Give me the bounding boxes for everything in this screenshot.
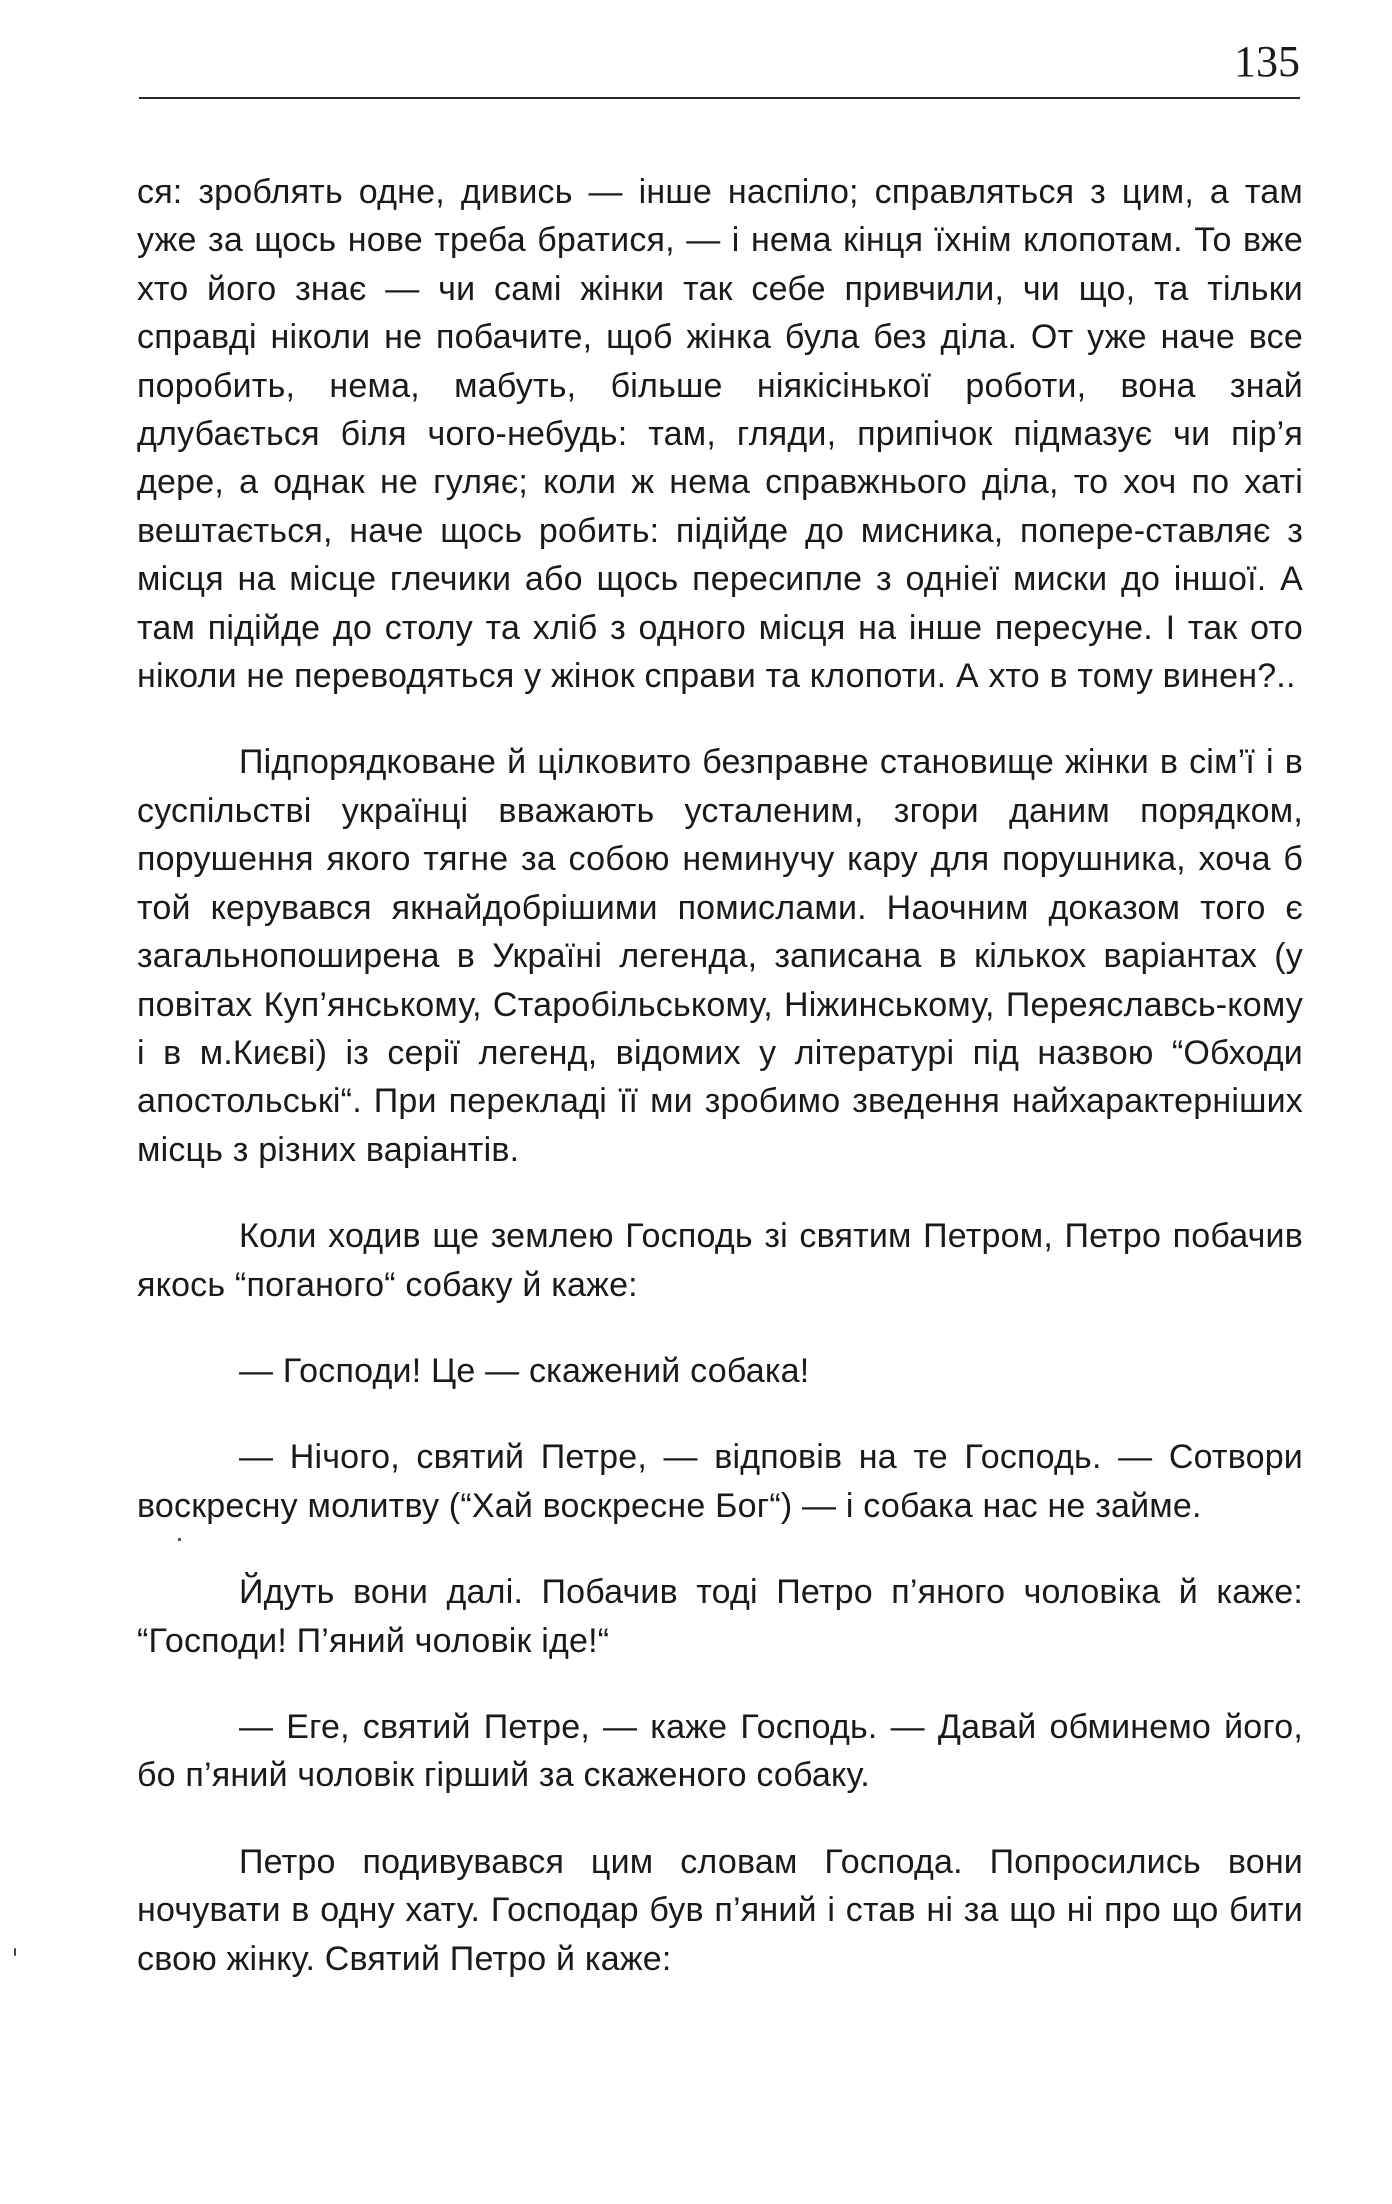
- paragraph-legend-start: Коли ходив ще землею Господь зі святим Петром, Петро побачив якось “поганого“ собаку й каже:: [137, 1217, 1303, 1304]
- scan-speck: [178, 1538, 181, 1541]
- paragraph-narration: Петро подивувався цим словам Господа. Попросились вони ночувати в одну хату. Господар був п’яний і став ні за що ні про що бити свою жінку. Святий Петро й каже:: [137, 1842, 1303, 1978]
- body-text: [137, 168, 1303, 2021]
- header-rule: [139, 97, 1300, 99]
- scan-speck: [14, 1948, 16, 1956]
- page-number: 135: [1234, 37, 1300, 86]
- dialogue-line: — Еге, святий Петре, — каже Господь. — Давай обминемо його, бо п’яний чоловік гірший за скаженого собаку.: [137, 1707, 1303, 1795]
- paragraph-narration: Йдуть вони далі. Побачив тоді Петро п’яного чоловіка й каже: “Господи! П’яний чоловік іде!“: [137, 1573, 1303, 1660]
- paragraph-women-status: Підпорядковане й цілковито безправне становище жінки в сім’ї і в суспільстві українці вважають усталеним, згори даним порядком, порушення якого тягне за собою неминучу кару для порушника, хоча б той керувався якнайдобрішими помислами. Наочним доказом того є загальнопоширена в Україні легенда, записана в кількох варіантах (у повітах Куп’янському, Старобільському, Ніжинському, Переяславсь-кому і в м.Києві) із серії легенд, відомих у літературі під назвою “Обходи апостольські“. При перекладі її ми зробимо зведення найхарактерніших місць з різних варіантів.: [137, 743, 1303, 1169]
- dialogue-line: — Нічого, святий Петре, — відповів на те Господь. — Сотвори воскресну молитву (“Хай воскресне Бог“) — і собака нас не займе.: [137, 1438, 1303, 1525]
- dialogue-line: — Господи! Це — скажений собака!: [239, 1351, 810, 1390]
- paragraph-continuation: ся: зроблять одне, дивись — інше наспіло; справляться з цим, а там уже за щось нове треба братися, — і нема кінця їхнім клопотам. То вже хто його знає — чи самі жінки так себе привчили, чи що, та тільки справді ніколи не побачите, щоб жінка була без діла. От уже наче все поробить, нема, мабуть, більше ніякісінької роботи, вона знай длубається біля чого-небудь: там, гляди, припічок підмазує чи пір’я дере, а однак не гуляє; коли ж нема справжнього діла, то хоч по хаті вештається, наче щось робить: підійде до мисника, попере-ставляє з місця на місце глечики або щось пересипле з одніеї миски до іншої. А там підійде до столу та хліб з одного місця на інше пересуне. І так ото ніколи не переводяться у жінок справи та клопоти. А хто в тому винен?..: [137, 173, 1303, 696]
